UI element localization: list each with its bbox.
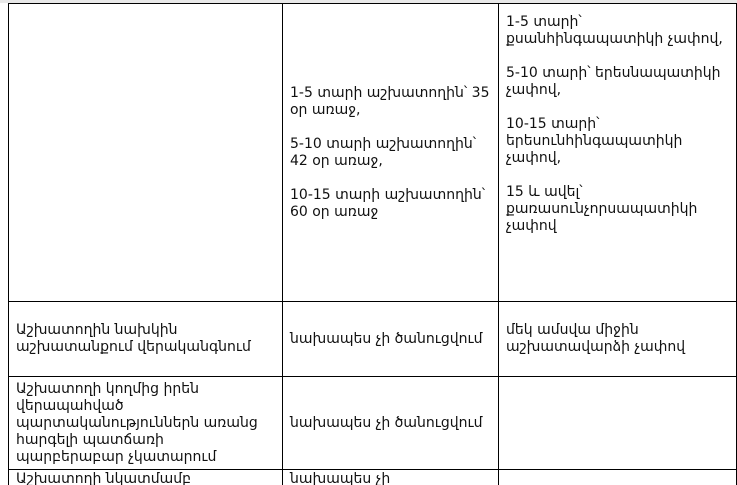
table-cell-compensation (499, 4, 737, 302)
notice-lines (290, 85, 491, 221)
table-row (9, 302, 737, 377)
table-cell-condition (9, 4, 283, 302)
table-cell-notice (283, 4, 499, 302)
compensation-lines (506, 14, 729, 235)
notice-line: 5-10 տարի աշխատողին՝ 42 օր առաջ, (290, 135, 477, 169)
table-cell-compensation (499, 470, 737, 485)
compensation-line: 1-5 տարի՝ քսանհինգապատիկի չափով, (506, 14, 723, 47)
table-cell-condition: Աշխատողի նկատմամբ (9, 470, 283, 485)
table-cell-condition: Աշխատողի կողմից իրեն վերապահված պարտականություններն առանց հարգելի պատճառի պարբերաբար չկատարում (9, 377, 283, 470)
table-cell-compensation (499, 377, 737, 470)
table-cell-compensation: մեկ ամսվա միջին աշխատավարձի չափով (499, 302, 737, 377)
compensation-line: 10-15 տարի՝ երեսունհինգապատիկի չափով, (506, 116, 683, 166)
table-cell-condition: Աշխատողին նախկին աշխատանքում վերականգնում (9, 302, 283, 377)
table-row (9, 377, 737, 470)
table-cell-notice: նախապես չի ծանուցվում (283, 302, 499, 377)
compensation-line: 15 և ավել՝ քառասունչորսապատիկի չափով (506, 184, 698, 234)
notice-line: 1-5 տարի աշխատողին՝ 35 օր առաջ, (290, 84, 490, 118)
document-table (8, 3, 737, 485)
table-cell-notice: նախապես չի ծանուցվում (283, 377, 499, 470)
table-row (9, 470, 737, 485)
notice-line: 10-15 տարի աշխատողին՝ 60 օր առաջ (290, 186, 486, 220)
table-row (9, 4, 737, 302)
compensation-line: 5-10 տարի՝ երեսնապատիկի չափով, (506, 65, 721, 98)
table-cell-notice: նախապես չի (283, 470, 499, 485)
